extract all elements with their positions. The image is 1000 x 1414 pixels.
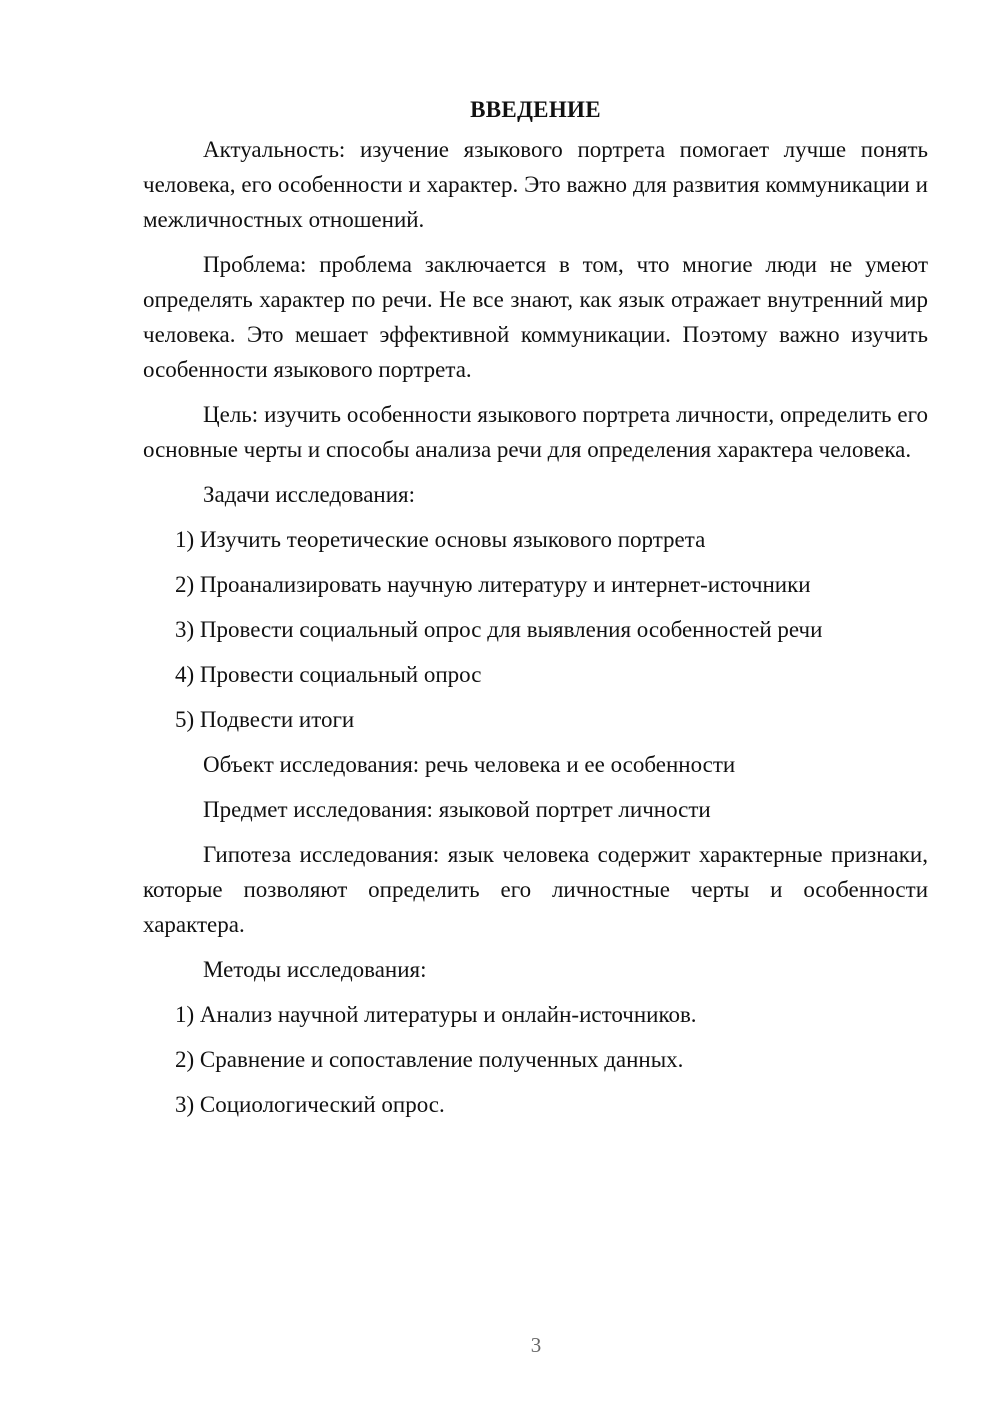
hypothesis-paragraph: Гипотеза исследования: язык человека содержит характерные признаки, которые позволяют определить его личностные черты и особенности характера. bbox=[143, 842, 928, 937]
task-item: 5) Подвести итоги bbox=[175, 707, 355, 732]
task-item: 4) Провести социальный опрос bbox=[175, 662, 482, 687]
task-item: 1) Изучить теоретические основы языкового портрета bbox=[175, 527, 706, 552]
document-page bbox=[143, 92, 928, 1132]
method-item: 3) Социологический опрос. bbox=[175, 1092, 445, 1117]
research-subject: Предмет исследования: языковой портрет личности bbox=[203, 797, 711, 822]
method-item: 1) Анализ научной литературы и онлайн-источников. bbox=[175, 1002, 697, 1027]
relevance-paragraph: Актуальность: изучение языкового портрета помогает лучше понять человека, его особенности и характер. Это важно для развития коммуникации и межличностных отношений. bbox=[143, 137, 928, 232]
goal-paragraph: Цель: изучить особенности языкового портрета личности, определить его основные черты и способы анализа речи для определения характера человека. bbox=[143, 402, 928, 462]
tasks-heading: Задачи исследования: bbox=[203, 482, 416, 507]
task-item: 2) Проанализировать научную литературу и интернет-источники bbox=[175, 572, 811, 597]
task-item: 3) Провести социальный опрос для выявления особенностей речи bbox=[175, 617, 823, 642]
problem-paragraph: Проблема: проблема заключается в том, что многие люди не умеют определять характер по речи. Не все знают, как язык отражает внутренний мир человека. Это мешает эффективной коммуникации. Поэтому важно изучить особенности языкового портрета. bbox=[143, 252, 928, 382]
section-title: ВВЕДЕНИЕ bbox=[470, 97, 601, 122]
page-number: 3 bbox=[530, 1333, 542, 1357]
research-object: Объект исследования: речь человека и ее особенности bbox=[203, 752, 736, 777]
methods-heading: Методы исследования: bbox=[203, 957, 427, 982]
method-item: 2) Сравнение и сопоставление полученных данных. bbox=[175, 1047, 684, 1072]
